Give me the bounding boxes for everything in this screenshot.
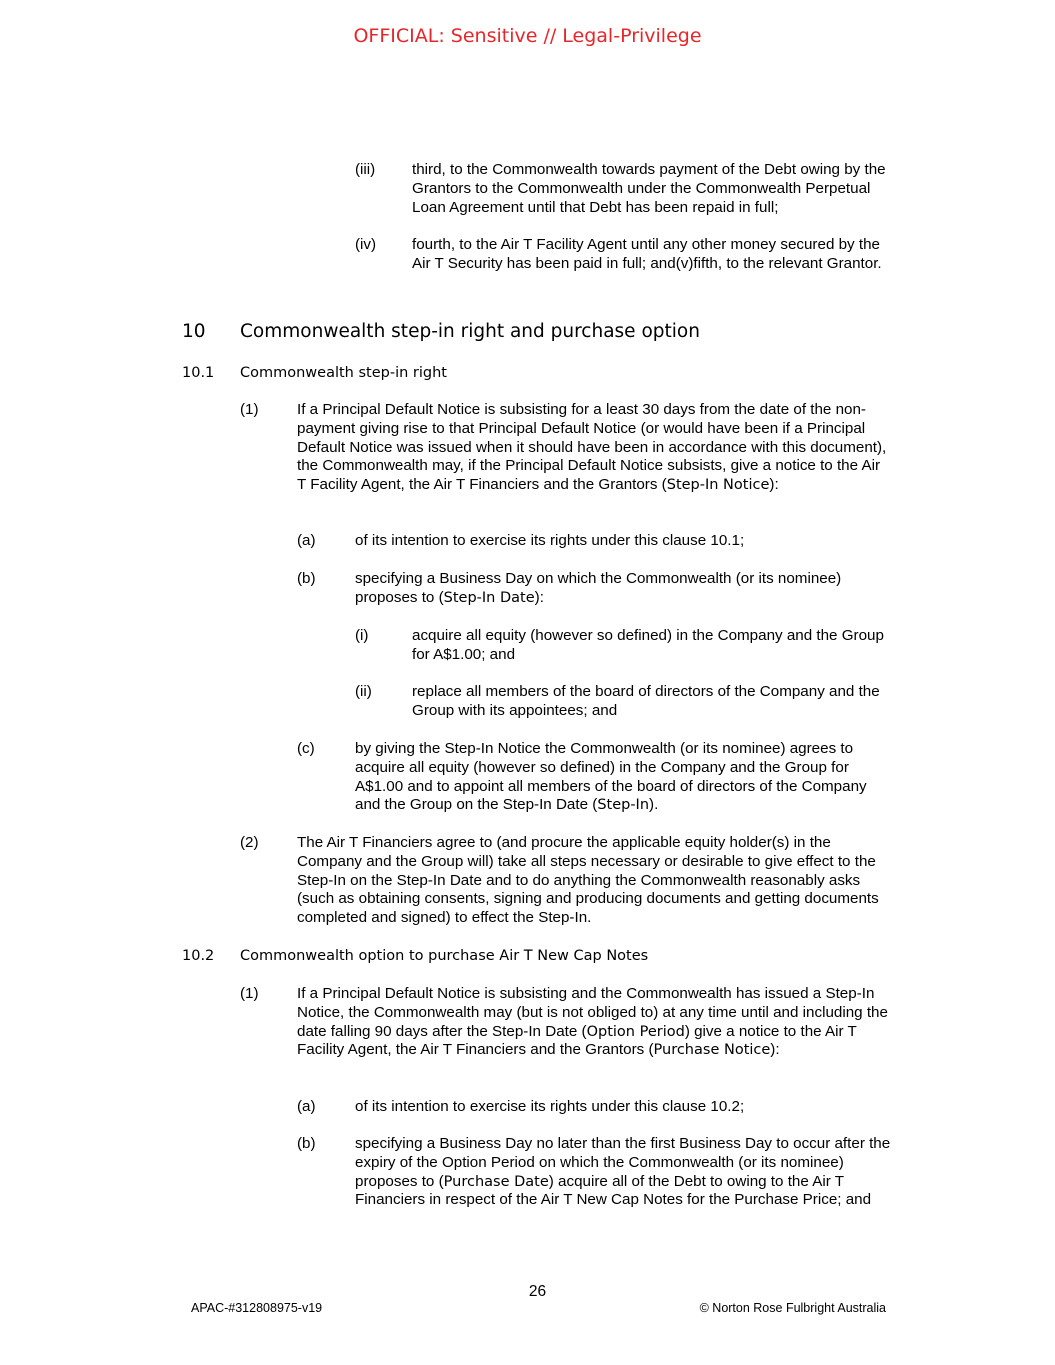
para-10-1-1-b-tail: ): <box>534 588 544 606</box>
para-10-1-1-b <box>355 570 885 608</box>
para-10-1-1-c-tail: ). <box>649 796 659 814</box>
heading-10-2: Commonwealth option to purchase Air T New Cap Notes <box>240 948 649 964</box>
heading-10-1-number: 10.1 <box>182 365 215 381</box>
para-10-1-1-a: of its intention to exercise its rights under this clause 10.1; <box>355 532 745 549</box>
para-10-2-1-b-text: specifying a Business Day no later than the first Business Day to occur after the expiry of the Option Period on which the Commonwealth (or its nominee) proposes to ( <box>355 1135 891 1190</box>
heading-10-number: 10 <box>182 321 206 342</box>
para-num-iv: (iv) <box>355 236 377 253</box>
para-10-1-1-b-i: acquire all equity (however so defined) in the Company and the Group for A$1.00; and <box>412 627 884 663</box>
para-10-2-1-b <box>355 1135 893 1210</box>
para-10-2-1-b-tail: ) acquire all of the Debt to owing to the Air T Financiers in respect of the Air T New Cap Notes for the Purchase Price; and <box>355 1172 872 1209</box>
defined-term-purchase-notice: Purchase Notice <box>653 1042 771 1059</box>
heading-10: Commonwealth step-in right and purchase option <box>240 321 700 342</box>
para-10-2-1-a: of its intention to exercise its rights under this clause 10.2; <box>355 1098 745 1115</box>
para-10-1-1-c <box>355 740 890 815</box>
heading-10-1: Commonwealth step-in right <box>240 365 447 381</box>
para-10-1-1-tail: ): <box>769 476 779 494</box>
para-num-10-1-1-b-i: (i) <box>355 627 369 644</box>
heading-10-2-number: 10.2 <box>182 948 215 964</box>
defined-term-purchase-date: Purchase Date <box>443 1173 549 1190</box>
defined-term-step-in-date: Step-In Date <box>443 589 535 606</box>
para-10-2-1-mid: ) give a notice to the Air T Facility Agent, the Air T Financiers and the Grantors ( <box>297 1022 857 1059</box>
para-10-1-1-c-text: by giving the Step-In Notice the Commonwealth (or its nominee) agrees to acquire all equity (however so defined) in the Company and the Group for A$1.00 and to appoint all members of the board of directors of the Company and the Group on the Step-In Date ( <box>355 740 867 814</box>
para-num-10-2-1-b: (b) <box>297 1135 316 1152</box>
para-num-10-1-1-c: (c) <box>297 740 315 757</box>
para-num-10-2-1-a: (a) <box>297 1098 316 1115</box>
defined-term-step-in-notice: Step-In Notice <box>666 477 770 494</box>
para-num-10-1-1-b: (b) <box>297 570 316 587</box>
para-num-10-1-1-b-ii: (ii) <box>355 683 372 700</box>
para-num-10-1-1-a: (a) <box>297 532 316 549</box>
para-num-10-1-1: (1) <box>240 401 259 418</box>
para-10-1-2: The Air T Financiers agree to (and procure the applicable equity holder(s) in the Company and the Group will) take all steps necessary or desirable to give effect to the Step-In on the Step-In Date and to do anything the Commonwealth reasonably asks (such as obtaining consents, signing and producing documents and getting documents completed and signed) to effect the Step-In. <box>297 834 879 927</box>
para-num-10-1-2: (2) <box>240 834 259 851</box>
para-10-1-1-b-text: specifying a Business Day on which the Commonwealth (or its nominee) proposes to ( <box>355 570 842 606</box>
page-number: 26 <box>528 1283 547 1300</box>
para-10-1-1 <box>297 401 890 495</box>
defined-term-option-period: Option Period <box>586 1023 685 1040</box>
defined-term-step-in: Step-In <box>597 797 650 814</box>
document-id: APAC-#312808975-v19 <box>191 1301 323 1315</box>
para-num-10-2-1: (1) <box>240 985 259 1002</box>
para-iv: fourth, to the Air T Facility Agent until any other money secured by the Air T Security has been paid in full; and(v)fifth, to the relevant Grantor. <box>412 236 882 272</box>
para-num-iii: (iii) <box>355 161 376 178</box>
para-iii: third, to the Commonwealth towards payment of the Debt owing by the Grantors to the Commonwealth under the Commonwealth Perpetual Loan Agreement until that Debt has been repaid in full; <box>412 161 886 216</box>
para-10-1-1-b-ii: replace all members of the board of directors of the Company and the Group with its appointees; and <box>412 683 880 719</box>
para-10-2-1-tail: ): <box>770 1041 780 1059</box>
para-10-2-1-text: If a Principal Default Notice is subsisting and the Commonwealth has issued a Step-In Notice, the Commonwealth may (but is not obliged to) at any time until and including the date falling 90 days after the Step-In Date ( <box>297 985 888 1040</box>
security-classification: OFFICIAL: Sensitive // Legal-Privilege <box>353 25 702 47</box>
para-10-2-1 <box>297 985 895 1060</box>
copyright-notice: © Norton Rose Fulbright Australia <box>699 1301 886 1315</box>
para-10-1-1-text: If a Principal Default Notice is subsisting for a least 30 days from the date of the non-payment giving rise to that Principal Default Notice (or would have been if a Principal Default Notice was issued when it should have been in accordance with this document), the Commonwealth may, if the Principal Default Notice subsists, give a notice to the Air T Facility Agent, the Air T Financiers and the Grantors ( <box>297 401 887 494</box>
